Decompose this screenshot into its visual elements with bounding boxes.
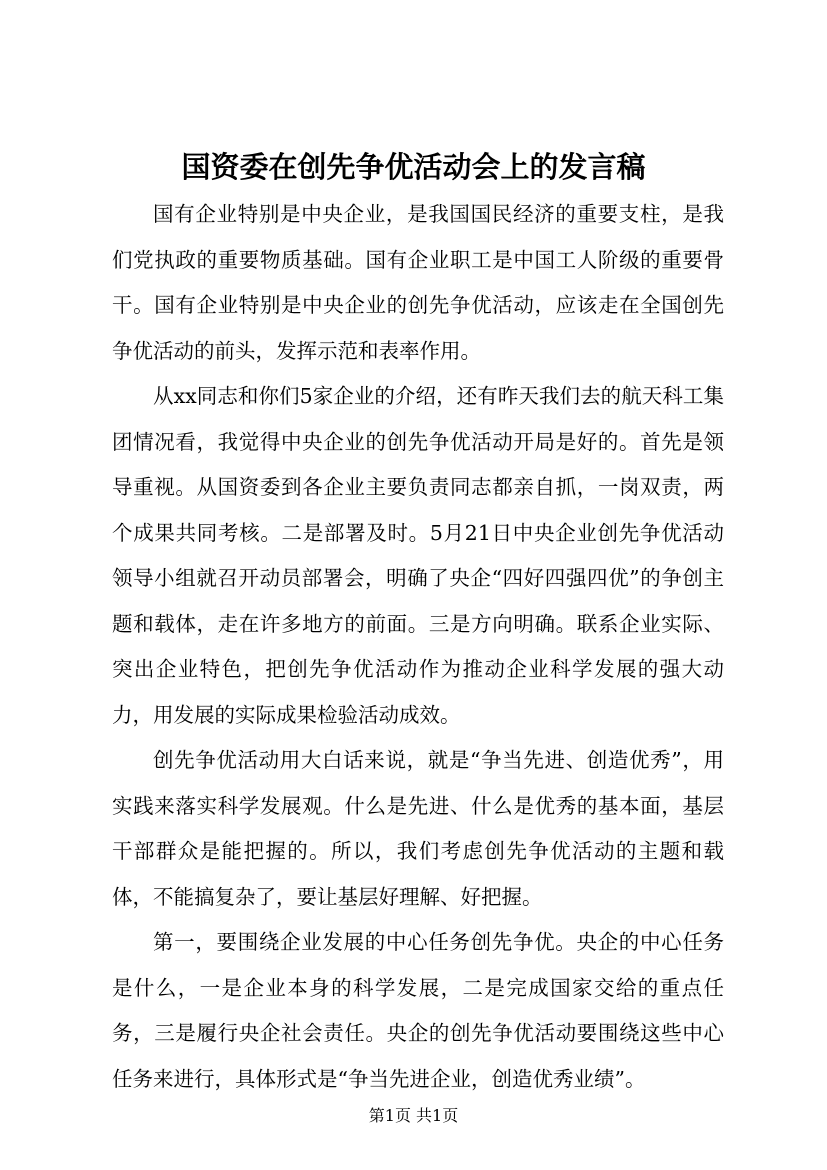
document-title: 国资委在创先争优活动会上的发言稿 <box>181 150 646 184</box>
paragraph: 创先争优活动用大白话来说，就是“争当先进、创造优秀”，用实践来落实科学发展观。什么是先进、什么是优秀的基本面，基层干部群众是能把握的。所以，我们考虑创先争优活动的主题和载体，不能搞复杂了，要让基层好理解、好把握。 <box>112 748 724 909</box>
document-body <box>112 192 724 1102</box>
paragraph: 第一，要围绕企业发展的中心任务创先争优。央企的中心任务是什么，一是企业本身的科学发展，二是完成国家交给的重点任务，三是履行央企社会责任。央企的创先争优活动要围绕这些中心任务来进行，具体形式是“争当先进企业，创造优秀业绩”。 <box>112 930 724 1091</box>
page-number-footer: 第1页 共1页 <box>368 1106 459 1125</box>
paragraph: 国有企业特别是中央企业，是我国国民经济的重要支柱，是我们党执政的重要物质基础。国有企业职工是中国工人阶级的重要骨干。国有企业特别是中央企业的创先争优活动，应该走在全国创先争优活动的前头，发挥示范和表率作用。 <box>112 202 724 363</box>
paragraph: 从xx同志和你们5家企业的介绍，还有昨天我们去的航天科工集团情况看，我觉得中央企业的创先争优活动开局是好的。首先是领导重视。从国资委到各企业主要负责同志都亲自抓，一岗双责，两个成果共同考核。二是部署及时。5月21日中央企业创先争优活动领导小组就召开动员部署会，明确了央企“四好四强四优”的争创主题和载体，走在许多地方的前面。三是方向明确。联系企业实际、突出企业特色，把创先争优活动作为推动企业科学发展的强大动力，用发展的实际成果检验活动成效。 <box>112 384 724 727</box>
